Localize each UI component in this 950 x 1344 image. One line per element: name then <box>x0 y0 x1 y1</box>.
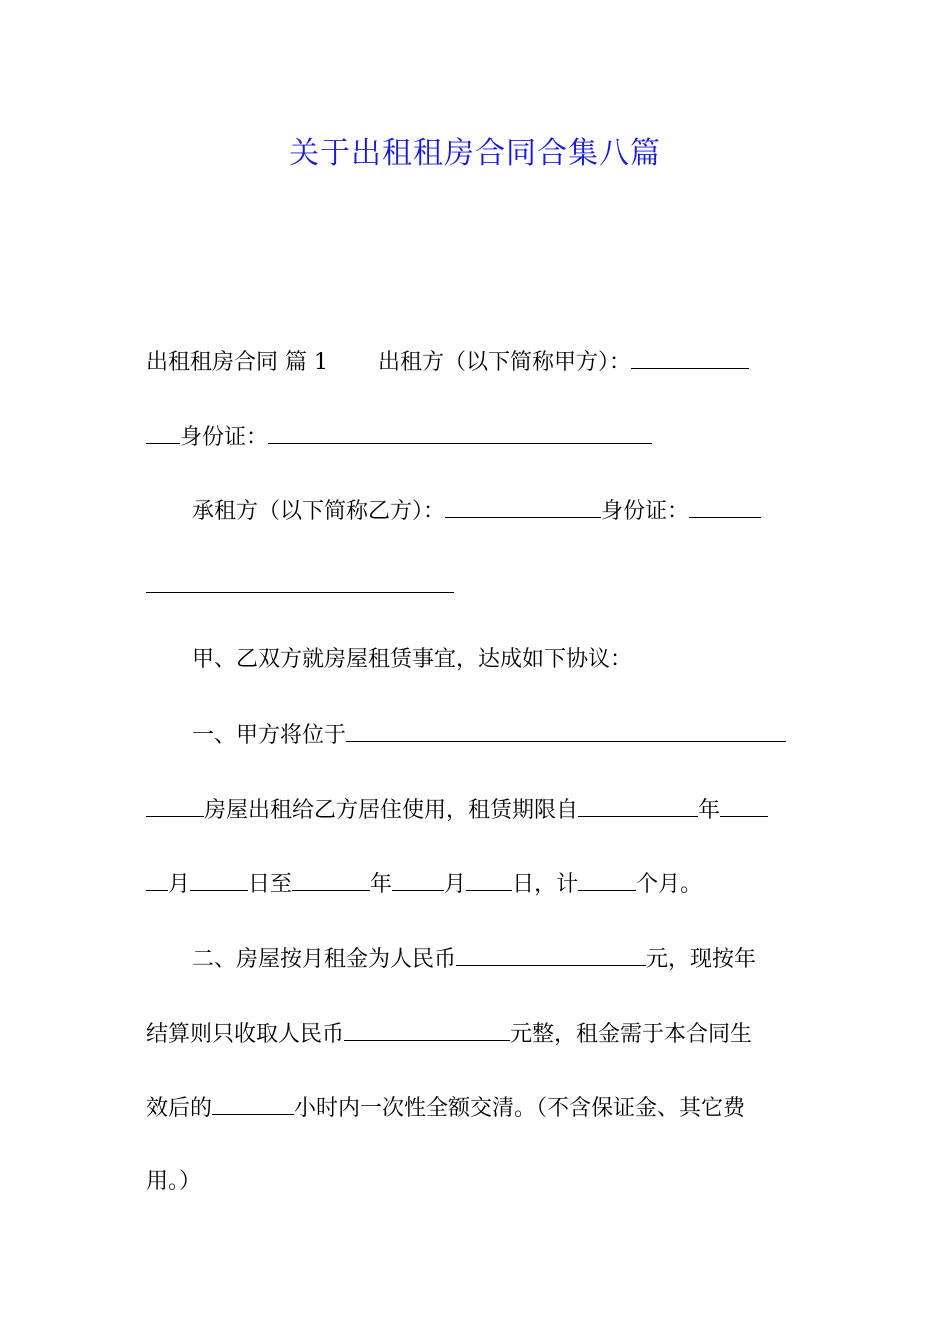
end-day-blank[interactable] <box>466 868 512 891</box>
start-year-blank[interactable] <box>578 794 698 817</box>
lessor-blank-cont[interactable] <box>146 421 180 444</box>
document-title: 关于出租租房合同合集八篇 <box>289 136 661 171</box>
lessor-blank[interactable] <box>631 346 749 369</box>
line-clause-1-cont <box>146 794 810 826</box>
month-label-1: 月 <box>168 872 191 897</box>
line-lease-dates <box>146 868 810 900</box>
lease-period-text: 房屋出租给乙方居住使用，租赁期限自 <box>204 798 579 823</box>
line-agreement <box>192 645 810 675</box>
location-blank[interactable] <box>346 719 786 742</box>
hours-blank[interactable] <box>212 1092 294 1115</box>
deadline-text-b: 小时内一次性全额交清。（不含保证金、其它费 <box>294 1096 746 1121</box>
clause-2-text-b: 元，现按年 <box>646 947 757 972</box>
monthly-rent-blank[interactable] <box>456 943 646 966</box>
lessee-id-blank-cont[interactable] <box>146 570 454 593</box>
line-clause-1 <box>192 719 810 751</box>
lessor-id-label: 身份证： <box>180 425 269 450</box>
lessee-label: 承租方（以下简称乙方）： <box>192 499 446 524</box>
line-lessor-id <box>146 421 810 453</box>
annual-rent-blank[interactable] <box>344 1018 510 1041</box>
line-lessor <box>146 346 810 378</box>
month-label-2: 月 <box>444 872 467 897</box>
contract-heading: 出租租房合同 篇 1 <box>146 350 328 375</box>
start-month-blank-cont[interactable] <box>146 868 168 891</box>
day-to-label: 日至 <box>248 872 293 897</box>
year-label-2: 年 <box>370 872 393 897</box>
day-total-label: 日，计 <box>512 872 579 897</box>
start-day-blank[interactable] <box>190 868 248 891</box>
location-blank-cont[interactable] <box>146 794 204 817</box>
lessor-label: 出租方（以下简称甲方）： <box>377 350 631 375</box>
end-year-blank[interactable] <box>292 868 370 891</box>
line-lessee-id-cont <box>146 570 810 602</box>
end-month-blank[interactable] <box>392 868 444 891</box>
months-blank[interactable] <box>578 868 636 891</box>
months-label: 个月。 <box>636 872 703 897</box>
lessee-blank[interactable] <box>445 495 601 518</box>
lessee-id-blank[interactable] <box>689 495 761 518</box>
annual-text-b: 元整，租金需于本合同生 <box>510 1022 753 1047</box>
agreement-text: 甲、乙双方就房屋租赁事宜，达成如下协议： <box>192 647 633 672</box>
year-label-1: 年 <box>698 798 721 823</box>
line-clause-2-deadline <box>146 1092 810 1124</box>
line-clause-2 <box>192 943 810 975</box>
clause-2-text: 二、房屋按月租金为人民币 <box>192 947 457 972</box>
deadline-text: 效后的 <box>146 1096 213 1121</box>
fees-text: 用。） <box>146 1169 202 1194</box>
lessor-id-blank[interactable] <box>268 421 652 444</box>
clause-1-text: 一、甲方将位于 <box>192 723 347 748</box>
line-clause-2-cont <box>146 1018 810 1050</box>
line-lessee <box>192 495 810 527</box>
line-clause-2-end <box>146 1167 810 1197</box>
lessee-id-label: 身份证： <box>601 499 690 524</box>
start-month-blank[interactable] <box>720 794 768 817</box>
annual-text: 结算则只收取人民币 <box>146 1022 345 1047</box>
